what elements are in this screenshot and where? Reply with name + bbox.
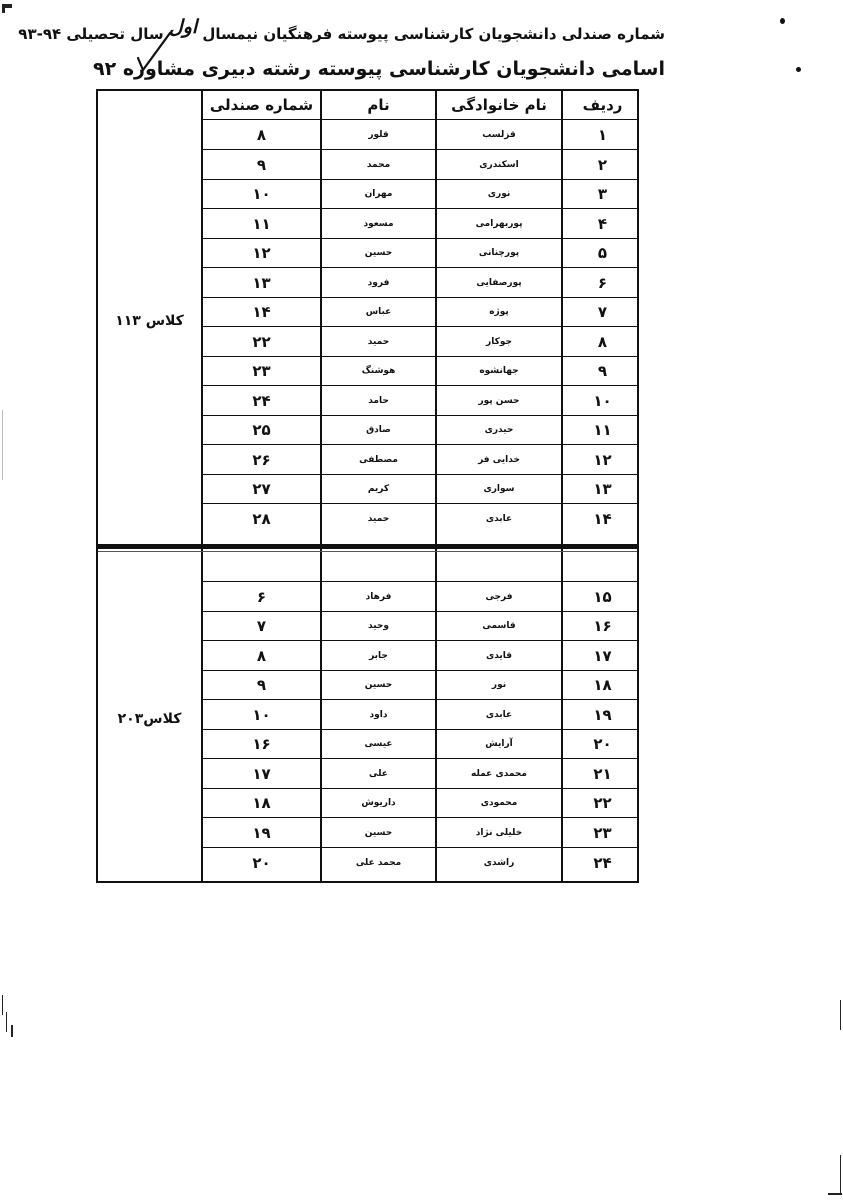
table-row <box>202 475 637 504</box>
table-row <box>202 730 637 759</box>
table-row <box>202 701 637 730</box>
index-cell <box>562 553 643 581</box>
header-seat-number: شماره صندلی <box>209 96 314 114</box>
first-name-cell: هوشنگ <box>361 366 396 376</box>
table-row <box>202 121 637 150</box>
first-name-cell: فرهاد <box>365 591 392 602</box>
scan-mark-left-edge <box>6 1012 7 1032</box>
first-name-cell: مصطفی <box>359 454 398 465</box>
last-name-cell: سواری <box>483 484 515 494</box>
table-row <box>202 505 637 534</box>
seat-number-cell: ۲۸ <box>252 510 271 528</box>
last-name-cell: قاسمی <box>482 621 516 631</box>
table-row <box>202 789 637 818</box>
seat-number-cell: ۱۹ <box>252 823 271 842</box>
scan-mark-left-edge <box>2 410 3 480</box>
last-name-cell: عابدی <box>485 514 513 524</box>
first-name-cell: علی <box>369 768 388 779</box>
first-name-cell: عباس <box>365 307 392 317</box>
seat-number-cell: ۱۶ <box>252 735 271 753</box>
table-row <box>202 357 637 386</box>
first-name-cell: محمد <box>366 159 391 170</box>
last-name-cell: جهانشوه <box>479 366 519 376</box>
index-cell: ۱ <box>597 126 608 144</box>
index-cell: ۱۴ <box>593 510 612 528</box>
last-name-cell: پورصفایی <box>476 277 522 288</box>
table-row <box>202 612 637 641</box>
index-cell: ۷ <box>597 303 608 321</box>
scan-mark-right-edge <box>828 1193 842 1195</box>
last-name-cell <box>436 553 562 581</box>
seat-number-cell <box>202 553 321 581</box>
index-cell: ۸ <box>597 332 608 351</box>
index-cell: ۱۲ <box>593 450 612 469</box>
last-name-cell: فرجی <box>485 591 513 602</box>
last-name-cell: محمودی <box>480 798 518 808</box>
first-name-cell: قلور <box>368 130 389 140</box>
last-name-cell: قایدی <box>485 650 513 661</box>
header-last-name: نام خانوادگی <box>451 96 547 114</box>
subtitle-text-after: سال تحصیلی ۹۴-۹۳ <box>18 25 164 43</box>
index-cell: ۲۳ <box>593 823 612 842</box>
seat-number-cell: ۱۴ <box>252 303 271 321</box>
group-divider-thin <box>98 551 637 552</box>
table-row <box>202 180 637 209</box>
table-row <box>202 269 637 298</box>
seat-number-cell: ۷ <box>256 617 267 635</box>
first-name-cell: فرود <box>367 277 390 288</box>
table-row <box>202 553 637 582</box>
table-row <box>202 760 637 789</box>
first-name-cell: حامد <box>368 395 389 406</box>
seat-number-cell: ۱۳ <box>252 273 271 292</box>
seat-number-cell: ۱۰ <box>252 705 271 724</box>
last-name-cell: قزلسب <box>482 130 516 140</box>
index-cell: ۲۴ <box>593 853 612 872</box>
first-name-cell: حسین <box>364 680 393 690</box>
last-name-cell: راشدی <box>483 857 515 868</box>
seat-number-cell: ۲۰ <box>252 853 271 872</box>
index-cell: ۱۱ <box>593 421 612 439</box>
seat-number-cell: ۱۷ <box>252 764 271 783</box>
index-cell: ۳ <box>597 185 608 203</box>
last-name-cell: خلیلی نژاد <box>475 827 523 838</box>
first-name-cell: وحید <box>368 621 389 631</box>
first-name-cell: حسین <box>364 827 393 838</box>
table-row <box>202 210 637 239</box>
first-name-cell: کریم <box>367 484 390 494</box>
table-row <box>202 239 637 268</box>
index-cell: ۲۱ <box>593 764 612 783</box>
seat-number-cell: ۲۵ <box>252 421 271 439</box>
first-name-cell: مسعود <box>363 218 394 229</box>
last-name-cell: نور <box>491 680 507 690</box>
table-row <box>202 819 637 848</box>
last-name-cell: حسن پور <box>478 395 520 406</box>
first-name-cell: محمد علی <box>355 857 402 868</box>
document-subtitle <box>18 16 665 44</box>
index-cell: ۲۰ <box>593 735 612 753</box>
handwritten-semester: اول <box>168 16 198 38</box>
table-row <box>202 671 637 700</box>
document-title: اسامی دانشجویان کارشناسی پیوسته رشته دبیری مشاوره ۹۲ <box>93 58 665 80</box>
seating-table <box>96 89 639 883</box>
last-name-cell: نوری <box>487 189 511 199</box>
index-cell: ۵ <box>597 244 608 262</box>
seat-number-cell: ۲۳ <box>252 362 271 380</box>
index-cell: ۹ <box>597 362 608 380</box>
table-row <box>202 387 637 416</box>
last-name-cell: جوکار <box>486 336 512 347</box>
scan-mark-top-left <box>2 4 5 13</box>
index-cell: ۲ <box>597 155 608 174</box>
first-name-cell: داریوش <box>361 798 396 808</box>
table-row <box>202 446 637 475</box>
table-row <box>202 298 637 327</box>
table-row <box>202 416 637 445</box>
table-row <box>202 848 637 877</box>
last-name-cell: خدایی فر <box>478 454 520 465</box>
scan-mark-left-edge <box>2 995 3 1015</box>
seat-number-cell: ۶ <box>256 587 267 606</box>
index-cell: ۱۷ <box>593 646 612 665</box>
last-name-cell: عابدی <box>485 709 513 720</box>
scan-speck <box>796 67 801 72</box>
header-first-name: نام <box>367 96 390 114</box>
index-cell: ۴ <box>597 214 608 233</box>
first-name-cell: جابر <box>369 650 388 661</box>
seat-number-cell: ۸ <box>256 646 267 665</box>
last-name-cell: اسکندری <box>479 159 519 170</box>
scan-mark-left-edge <box>11 1025 13 1037</box>
last-name-cell: آرایش <box>485 739 513 749</box>
seat-number-cell: ۸ <box>256 126 267 144</box>
table-row <box>202 583 637 612</box>
scan-speck <box>780 18 785 24</box>
table-row <box>202 328 637 357</box>
index-cell: ۱۸ <box>593 676 612 694</box>
seat-number-cell: ۹ <box>256 676 267 694</box>
seat-number-cell: ۲۷ <box>252 480 271 498</box>
index-cell: ۶ <box>597 273 608 292</box>
group-divider <box>98 544 637 549</box>
index-cell: ۱۵ <box>593 587 612 606</box>
last-name-cell: حیدری <box>484 425 514 435</box>
last-name-cell: پوژه <box>489 307 509 317</box>
seat-number-cell: ۲۶ <box>252 450 271 469</box>
subtitle-text-before: شماره صندلی دانشجویان کارشناسی پیوسته فرهنگیان نیمسال <box>202 25 665 43</box>
index-cell: ۱۹ <box>593 705 612 724</box>
first-name-cell: صادق <box>366 425 391 435</box>
last-name-cell: پورچنانی <box>478 248 520 258</box>
group-label-class-203: کلاس۲۰۳ <box>117 711 182 727</box>
scan-mark-right-edge <box>840 1000 841 1030</box>
first-name-cell: حسین <box>364 248 393 258</box>
table-header-row <box>202 91 637 120</box>
index-cell: ۱۰ <box>593 391 612 410</box>
first-name-cell: عیسی <box>364 739 393 749</box>
group-label-class-113: کلاس ۱۱۳ <box>115 313 184 329</box>
seat-number-cell: ۱۱ <box>252 214 271 233</box>
table-row <box>202 151 637 180</box>
seat-number-cell: ۱۰ <box>252 185 271 203</box>
scan-mark-right-edge <box>840 1155 841 1193</box>
table-row <box>202 642 637 671</box>
index-cell: ۲۲ <box>593 794 612 812</box>
seat-number-cell: ۲۲ <box>252 332 271 351</box>
seat-number-cell: ۹ <box>256 155 267 174</box>
seat-number-cell: ۱۸ <box>252 794 271 812</box>
index-cell: ۱۳ <box>593 480 612 498</box>
seat-number-cell: ۱۲ <box>252 244 271 262</box>
first-name-cell: حمید <box>367 514 390 524</box>
seat-number-cell: ۲۴ <box>252 391 271 410</box>
first-name-cell <box>321 553 436 581</box>
header-index: ردیف <box>582 96 623 114</box>
first-name-cell: داود <box>369 709 388 720</box>
first-name-cell: مهران <box>364 189 393 199</box>
index-cell: ۱۶ <box>593 617 612 635</box>
first-name-cell: حمید <box>367 336 390 347</box>
last-name-cell: محمدی عمله <box>471 768 527 779</box>
last-name-cell: پوربهرامی <box>475 218 523 229</box>
